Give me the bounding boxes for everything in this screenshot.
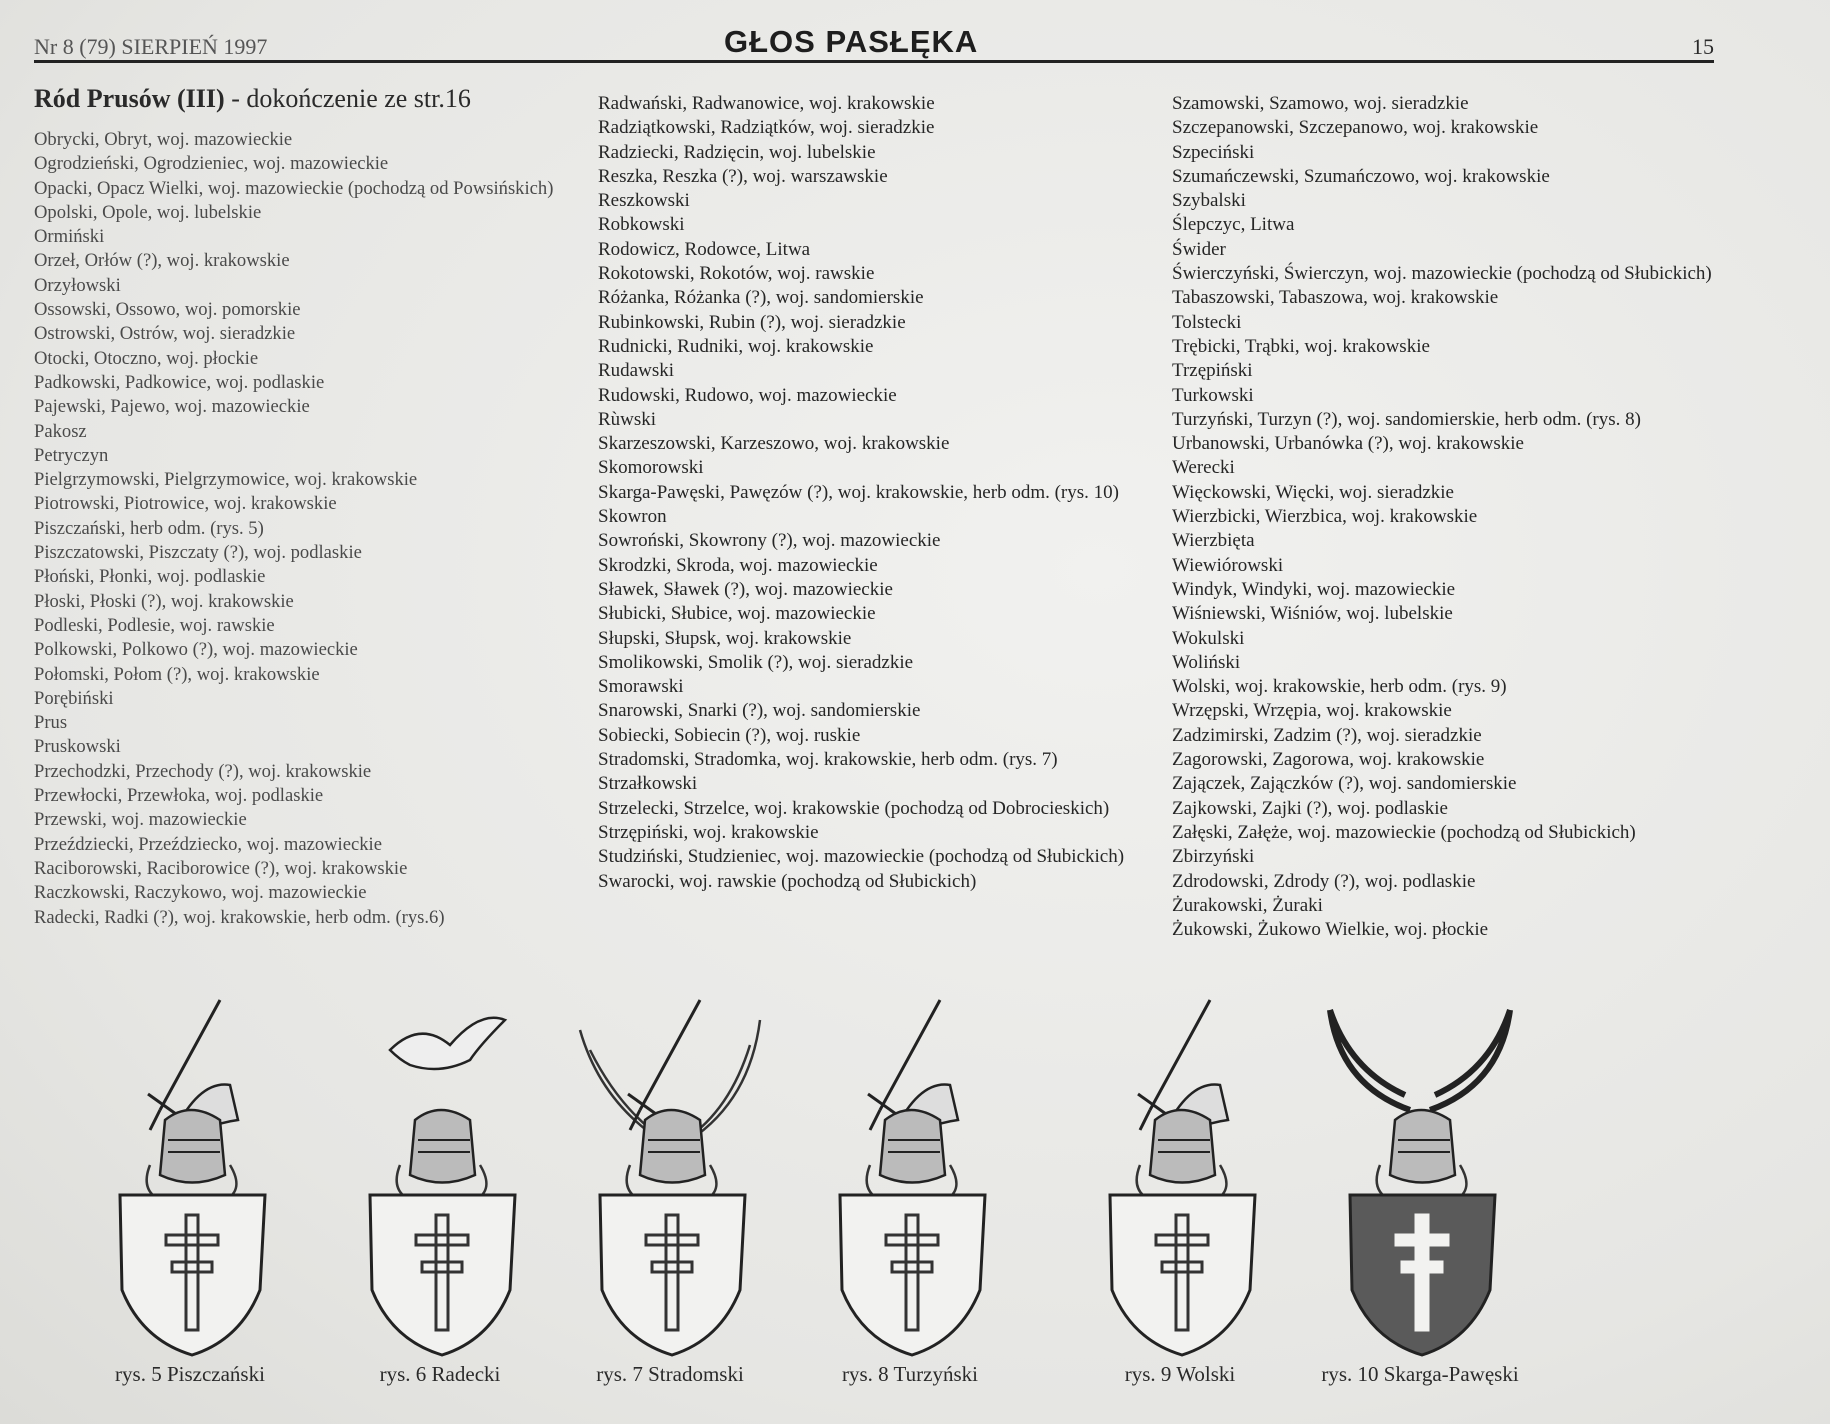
family-entry: Piotrowski, Piotrowice, woj. krakowskie [34, 493, 337, 515]
header-rule [34, 60, 1714, 63]
family-entry: Strzępiński, woj. krakowskie [598, 821, 819, 843]
family-entry: Rudnicki, Rudniki, woj. krakowskie [598, 335, 874, 357]
family-entry: Tabaszowski, Tabaszowa, woj. krakowskie [1172, 287, 1499, 309]
column-2 [598, 92, 1178, 894]
helmet-icon [640, 1110, 705, 1183]
family-entry: Obrycki, Obryt, woj. mazowieckie [34, 129, 293, 150]
coat-of-arms [1070, 990, 1290, 1410]
coat-of-arms-drawing [800, 990, 1020, 1360]
family-entry: Reszkowski [598, 190, 690, 212]
family-entry: Żurakowski, Żuraki [1172, 894, 1323, 916]
family-entry: Rodowicz, Rodowce, Litwa [598, 238, 811, 260]
family-entry: Strzałkowski [598, 773, 698, 795]
family-entry: Rokotowski, Rokotów, woj. rawskie [598, 263, 875, 285]
family-entry: Różanka, Różanka (?), woj. sandomierskie [598, 287, 924, 309]
family-entry: Studziński, Studzieniec, woj. mazowieckie (pochodzą od Słubickich) [598, 846, 1125, 868]
dove-icon [390, 1018, 505, 1069]
family-entry: Trzępiński [1172, 360, 1253, 382]
family-entry: Ossowski, Ossowo, woj. pomorskie [34, 299, 301, 321]
coat-of-arms [80, 990, 300, 1410]
family-entry: Woliński [1172, 651, 1241, 673]
helmet-icon [1390, 1110, 1455, 1183]
family-entry: Smolikowski, Smolik (?), woj. sieradzkie [598, 651, 914, 673]
family-entry: Pakosz [34, 420, 87, 442]
family-entry: Szybalski [1172, 190, 1246, 212]
family-entry: Rudowski, Rudowo, woj. mazowieckie [598, 384, 897, 406]
family-entry: Ślepczyc, Litwa [1172, 214, 1295, 236]
family-entry: Wiśniewski, Wiśniów, woj. lubelskie [1172, 603, 1453, 625]
family-entry: Robkowski [598, 214, 685, 236]
family-entry: Słupski, Słupsk, woj. krakowskie [598, 627, 852, 649]
family-entry: Rudawski [598, 360, 674, 382]
family-entry: Trębicki, Trąbki, woj. krakowskie [1172, 335, 1430, 357]
family-entry: Radziątkowski, Radziątków, woj. sieradzkie [598, 117, 935, 139]
family-entry: Szczepanowski, Szczepanowo, woj. krakowskie [1172, 117, 1539, 139]
figure-caption: rys. 6 Radecki [379, 1362, 501, 1386]
family-entry: Połomski, Połom (?), woj. krakowskie [34, 663, 320, 685]
family-list-3 [1172, 92, 1732, 942]
family-entry: Smorawski [598, 676, 684, 698]
family-entry: Przeździecki, Przeździecko, woj. mazowieckie [34, 833, 382, 855]
family-entry: Orzyłowski [34, 274, 121, 296]
page-number: 15 [1692, 34, 1714, 59]
family-entry: Urbanowski, Urbanówka (?), woj. krakowskie [1172, 433, 1524, 455]
family-entry: Skarzeszowski, Karzeszowo, woj. krakowskie [598, 433, 950, 455]
family-entry: Wokulski [1172, 627, 1245, 649]
family-list-2 [598, 92, 1178, 894]
family-entry: Wierzbicki, Wierzbica, woj. krakowskie [1172, 506, 1478, 528]
family-entry: Załęski, Załęże, woj. mazowieckie (pochodzą od Słubickich) [1172, 821, 1636, 843]
horns-icon [1330, 1010, 1510, 1110]
family-entry: Rubinkowski, Rubin (?), woj. sieradzkie [598, 311, 906, 333]
family-entry: Wierzbięta [1172, 530, 1255, 552]
family-entry: Płoski, Płoski (?), woj. krakowskie [34, 590, 294, 612]
family-entry: Werecki [1172, 457, 1235, 479]
figure-caption: rys. 9 Wolski [1124, 1362, 1236, 1386]
family-entry: Skowron [598, 506, 667, 528]
family-entry: Rùwski [598, 408, 657, 430]
family-entry: Prus [34, 712, 68, 734]
article-continuation: - dokończenie ze str.16 [224, 84, 471, 113]
figure-caption: rys. 5 Piszczański [115, 1362, 265, 1386]
family-entry: Podleski, Podlesie, woj. rawskie [34, 614, 275, 636]
family-entry: Swarocki, woj. rawskie (pochodzą od Słubickich) [598, 870, 977, 892]
family-entry: Więckowski, Więcki, woj. sieradzkie [1172, 481, 1454, 503]
coat-of-arms [800, 990, 1020, 1410]
family-entry: Turzyński, Turzyn (?), woj. sandomierskie, herb odm. (rys. 8) [1172, 408, 1641, 430]
family-entry: Szumańczewski, Szumańczowo, woj. krakowskie [1172, 165, 1550, 187]
family-entry: Przechodzki, Przechody (?), woj. krakowskie [34, 760, 372, 782]
family-entry: Stradomski, Stradomka, woj. krakowskie, herb odm. (rys. 7) [598, 749, 1058, 771]
article-title [34, 82, 594, 116]
family-entry: Pajewski, Pajewo, woj. mazowieckie [34, 396, 310, 418]
family-entry: Radecki, Radki (?), woj. krakowskie, herb odm. (rys.6) [34, 906, 445, 928]
family-entry: Wrzępski, Wrzępia, woj. krakowskie [1172, 700, 1452, 722]
family-entry: Piszczański, herb odm. (rys. 5) [34, 517, 264, 539]
family-entry: Petryczyn [34, 444, 109, 466]
family-list-1 [34, 128, 594, 930]
family-entry: Otocki, Otoczno, woj. płockie [34, 347, 259, 369]
family-entry: Reszka, Reszka (?), woj. warszawskie [598, 165, 888, 187]
family-entry: Raciborowski, Raciborowice (?), woj. krakowskie [34, 857, 408, 879]
coat-of-arms-drawing [560, 990, 780, 1360]
family-entry: Zagorowski, Zagorowa, woj. krakowskie [1172, 749, 1485, 771]
family-entry: Orzeł, Orłów (?), woj. krakowskie [34, 250, 290, 272]
family-entry: Wolski, woj. krakowskie, herb odm. (rys. 9) [1172, 676, 1507, 698]
family-entry: Snarowski, Snarki (?), woj. sandomierskie [598, 700, 921, 722]
issue-info: Nr 8 (79) SIERPIEŃ 1997 [34, 34, 268, 59]
masthead-title: GŁOS PASŁĘKA [724, 24, 979, 59]
coat-of-arms-drawing [80, 990, 300, 1360]
helmet-icon [1150, 1110, 1215, 1183]
family-entry: Radwański, Radwanowice, woj. krakowskie [598, 93, 935, 114]
family-entry: Porębiński [34, 687, 114, 709]
coat-of-arms-drawing [1310, 990, 1530, 1360]
family-entry: Skomorowski [598, 457, 704, 479]
coat-of-arms-figures [40, 990, 1740, 1410]
family-entry: Ogrodzieński, Ogrodzieniec, woj. mazowieckie [34, 153, 389, 175]
family-entry: Szpeciński [1172, 141, 1255, 163]
family-entry: Raczkowski, Raczykowo, woj. mazowieckie [34, 882, 367, 904]
family-entry: Zadzimirski, Zadzim (?), woj. sieradzkie [1172, 724, 1482, 746]
article-title-main: Ród Prusów (III) [34, 84, 225, 113]
family-entry: Opolski, Opole, woj. lubelskie [34, 201, 262, 223]
family-entry: Słubicki, Słubice, woj. mazowieckie [598, 603, 876, 625]
family-entry: Szamowski, Szamowo, woj. sieradzkie [1172, 93, 1469, 114]
family-entry: Opacki, Opacz Wielki, woj. mazowieckie (pochodzą od Powsińskich) [34, 177, 554, 199]
family-entry: Skarga-Pawęski, Pawęzów (?), woj. krakowskie, herb odm. (rys. 10) [598, 481, 1119, 503]
helmet-icon [880, 1110, 945, 1183]
coat-of-arms [330, 990, 550, 1410]
family-entry: Zbirzyński [1172, 846, 1255, 868]
coat-of-arms [1310, 990, 1530, 1410]
figure-caption: rys. 8 Turzyński [842, 1362, 978, 1386]
family-entry: Przewłocki, Przewłoka, woj. podlaskie [34, 785, 324, 807]
family-entry: Ostrowski, Ostrów, woj. sieradzkie [34, 323, 296, 345]
family-entry: Płoński, Płonki, woj. podlaskie [34, 566, 266, 588]
coat-of-arms-drawing [330, 990, 550, 1360]
family-entry: Ormiński [34, 226, 105, 248]
coat-of-arms-drawing [1070, 990, 1290, 1360]
family-entry: Wiewiórowski [1172, 554, 1284, 576]
family-entry: Świder [1172, 238, 1226, 260]
family-entry: Tolstecki [1172, 311, 1242, 333]
family-entry: Zajkowski, Zajki (?), woj. podlaskie [1172, 797, 1448, 819]
family-entry: Piszczatowski, Piszczaty (?), woj. podlaskie [34, 542, 362, 564]
column-1 [34, 82, 594, 930]
column-3 [1172, 92, 1732, 942]
family-entry: Radziecki, Radzięcin, woj. lubelskie [598, 141, 876, 163]
family-entry: Skrodzki, Skroda, woj. mazowieckie [598, 554, 878, 576]
family-entry: Padkowski, Padkowice, woj. podlaskie [34, 371, 325, 393]
helmet-icon [410, 1110, 475, 1183]
family-entry: Sowroński, Skowrony (?), woj. mazowieckie [598, 530, 941, 552]
family-entry: Żukowski, Żukowo Wielkie, woj. płockie [1172, 919, 1489, 941]
page-header [34, 22, 1714, 62]
family-entry: Sobiecki, Sobiecin (?), woj. ruskie [598, 724, 861, 746]
family-entry: Pielgrzymowski, Pielgrzymowice, woj. krakowskie [34, 469, 418, 491]
family-entry: Strzelecki, Strzelce, woj. krakowskie (pochodzą od Dobrocieskich) [598, 797, 1110, 819]
family-entry: Zajączek, Zajączków (?), woj. sandomierskie [1172, 773, 1517, 795]
family-entry: Świerczyński, Świerczyn, woj. mazowieckie (pochodzą od Słubickich) [1172, 263, 1712, 285]
figure-caption: rys. 7 Stradomski [596, 1362, 744, 1386]
family-entry: Windyk, Windyki, woj. mazowieckie [1172, 578, 1456, 600]
family-entry: Przewski, woj. mazowieckie [34, 809, 247, 831]
helmet-icon [160, 1110, 225, 1183]
family-entry: Sławek, Sławek (?), woj. mazowieckie [598, 578, 893, 600]
family-entry: Turkowski [1172, 384, 1254, 406]
figure-caption: rys. 10 Skarga-Pawęski [1321, 1362, 1519, 1386]
family-entry: Zdrodowski, Zdrody (?), woj. podlaskie [1172, 870, 1476, 892]
family-entry: Polkowski, Polkowo (?), woj. mazowieckie [34, 639, 358, 661]
family-entry: Pruskowski [34, 736, 121, 758]
coat-of-arms [560, 990, 780, 1410]
